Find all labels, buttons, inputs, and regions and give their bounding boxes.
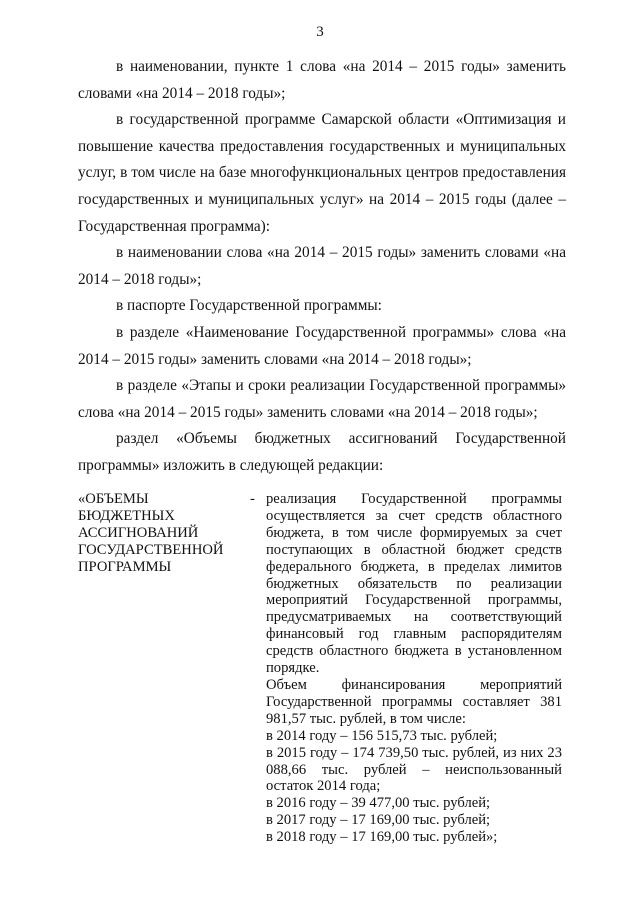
page-number: 3 [316, 24, 324, 40]
year-line-2015: в 2015 году – 174 739,50 тыс. рублей, из них 23 088,66 тыс. рублей – неиспользованный остаток 2014 года; [266, 744, 562, 795]
left-line-1: «ОБЪЕМЫ [78, 491, 149, 507]
table-right-cell [266, 491, 562, 846]
paragraph-3: в наименовании слова «на 2014 – 2015 годы» заменить словами «на 2014 – 2018 годы»; [78, 244, 566, 288]
table-dash: - [250, 491, 255, 507]
left-line-2: БЮДЖЕТНЫХ [78, 507, 175, 524]
left-line-5: ПРОГРАММЫ [78, 558, 172, 575]
year-line-2014: в 2014 году – 156 515,73 тыс. рублей; [266, 727, 498, 744]
paragraph-1: в наименовании, пункте 1 слова «на 2014 – 2015 годы» заменить словами «на 2014 – 2018 годы»; [78, 58, 566, 102]
year-line-2017: в 2017 году – 17 169,00 тыс. рублей; [266, 812, 491, 829]
paragraph-5: в разделе «Наименование Государственной программы» слова «на 2014 – 2015 годы» заменить словами «на 2014 – 2018 годы»; [78, 323, 566, 368]
table-left-cell [78, 491, 238, 576]
paragraph-2: в государственной программе Самарской области «Оптимизация и повышение качества предоставления государственных и муниципальных услуг, в том числе на базе многофункциональных центров предоставления государственных и муниципальных услуг» на 2014 – 2015 годы (далее – Государственная программа): [78, 111, 566, 235]
paragraph-6: в разделе «Этапы и сроки реализации Государственной программы» слова «на 2014 – 2015 годы» заменить словами «на 2014 – 2018 годы»; [78, 377, 566, 421]
year-line-2018: в 2018 году – 17 169,00 тыс. рублей»; [266, 829, 498, 846]
right-paragraph-1: реализация Государственной программы осуществляется за счет средств областного бюджета, в том числе формируемых за счет поступающих в областной бюджет средств федерального бюджета, в пределах лимитов бюджетных обязательств по реализации мероприятий Государственной программы, предусматриваемых на соответствующий финансовый год главным распорядителям средств областного бюджета в установленном порядке. [266, 491, 562, 677]
year-line-2016: в 2016 году – 39 477,00 тыс. рублей; [266, 795, 491, 812]
paragraph-7: раздел «Объемы бюджетных ассигнований Государственной программы» изложить в следующей редакции: [78, 430, 566, 474]
document-body [78, 54, 566, 480]
left-line-3: АССИГНОВАНИЙ [78, 524, 199, 541]
right-paragraph-2: Объем финансирования мероприятий Государственной программы составляет 381 981,57 тыс. рублей, в том числе: [266, 676, 562, 727]
left-line-4: ГОСУДАРСТВЕННОЙ [78, 541, 224, 558]
paragraph-4: в паспорте Государственной программы: [116, 297, 382, 315]
